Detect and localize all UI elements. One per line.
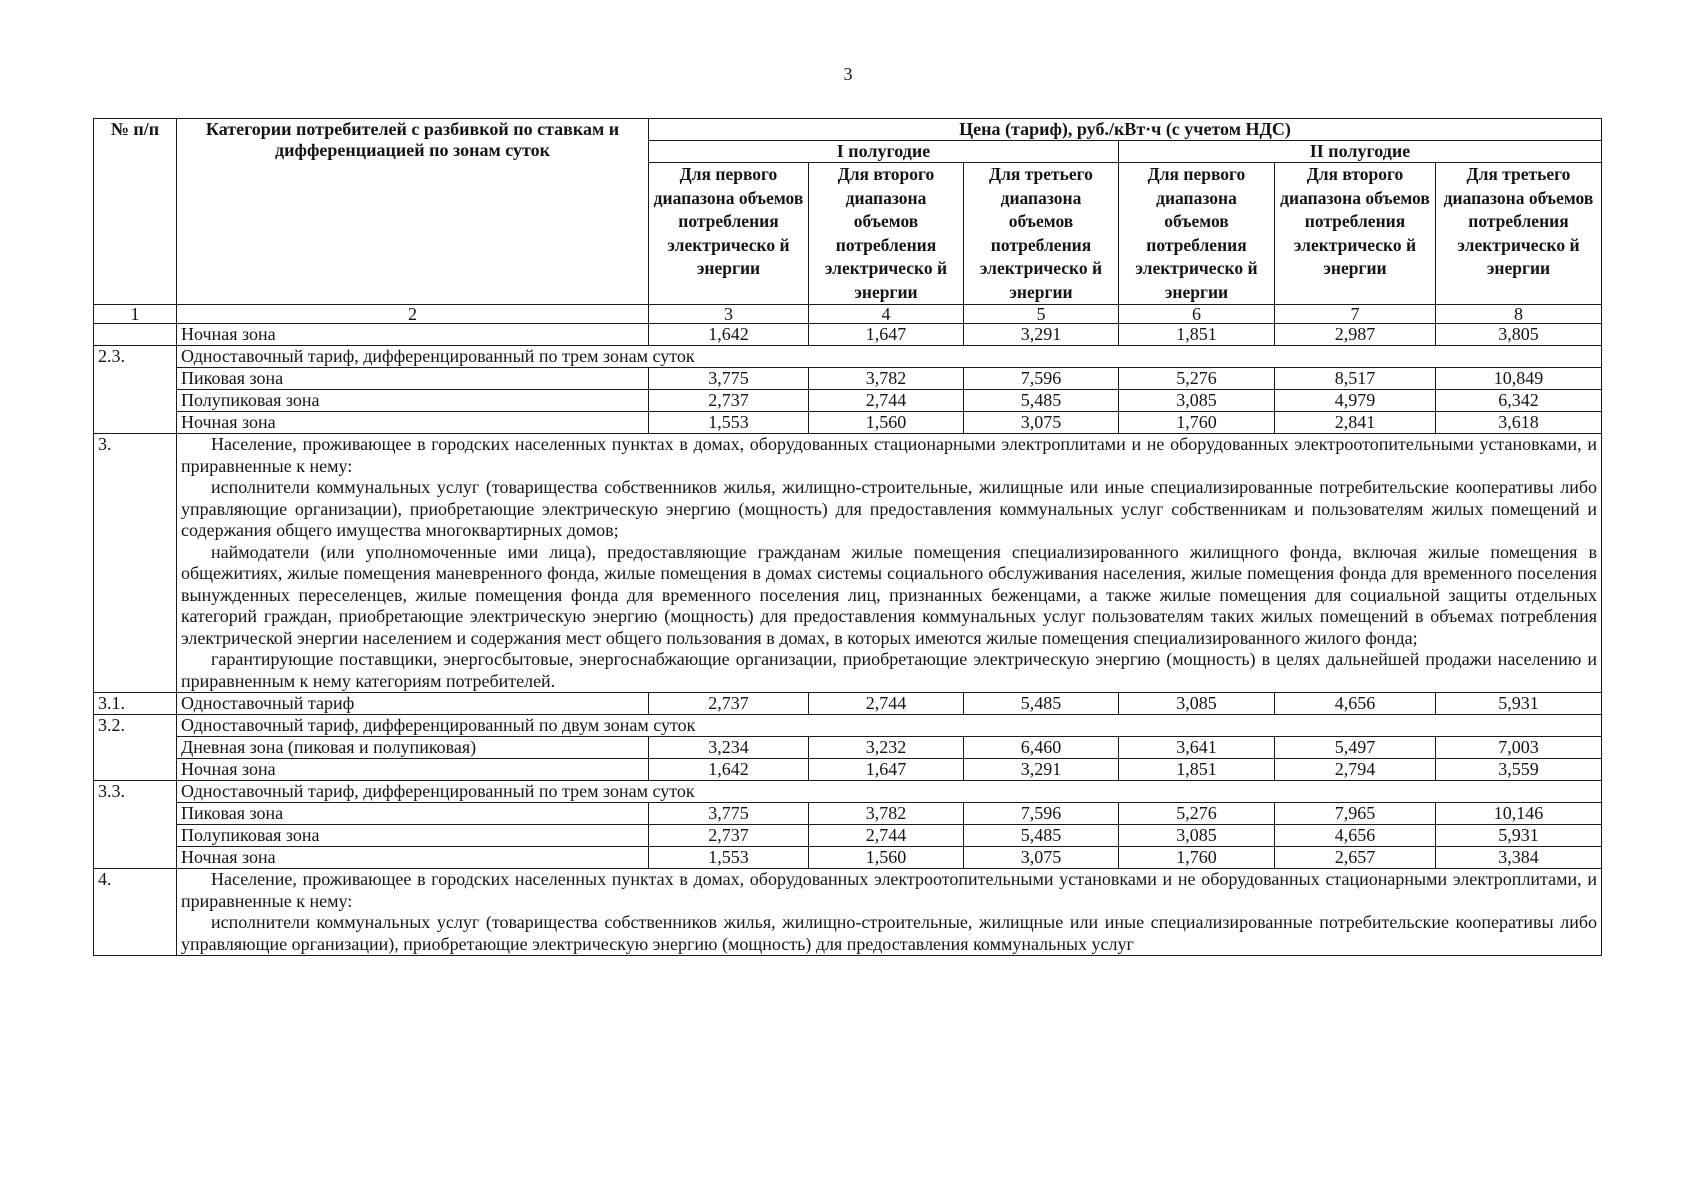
table-row (94, 715, 1602, 737)
row-number (94, 324, 177, 346)
value-cell: 10,849 (1436, 368, 1602, 390)
header-half-1: I полугодие (649, 141, 1119, 163)
row-category: Одноставочный тариф, дифференцированный по трем зонам суток (177, 346, 1602, 368)
value-cell: 1,553 (649, 412, 809, 434)
value-cell: 5,276 (1119, 368, 1275, 390)
description-paragraph: Население, проживающее в городских населенных пунктах в домах, оборудованных стационарными электроплитами и не оборудованных электроотопительными установками, и приравненные к нему: (181, 434, 1597, 476)
index-cell: 3 (649, 305, 809, 324)
table-row (94, 803, 1602, 825)
index-cell: 2 (177, 305, 649, 324)
header-range-2: Для второго диапазона объемов потребления электрическо й энергии (809, 163, 964, 305)
description-paragraph: исполнители коммунальных услуг (товарищества собственников жилья, жилищно-строительные, жилищные или иные специализированные потребительские кооперативы либо управляющие организации), приобретающие электрическую энергию (мощность) для предоставления коммунальных услуг собственникам и пользователям жилых помещений и содержания общего имущества многоквартирных домов; (181, 477, 1597, 540)
row-category: Ночная зона (177, 847, 649, 869)
table-row (94, 412, 1602, 434)
row-category: Ночная зона (177, 412, 649, 434)
table-row (94, 781, 1602, 803)
table-row (94, 324, 1602, 346)
row-category: Полупиковая зона (177, 390, 649, 412)
value-cell: 7,596 (964, 803, 1119, 825)
page-number: 3 (843, 64, 853, 84)
header-no: № п/п (94, 119, 177, 305)
value-cell: 1,647 (809, 324, 964, 346)
row-category: Одноставочный тариф, дифференцированный по двум зонам суток (177, 715, 1602, 737)
header-range-4: Для первого диапазона объемов потребления электрическо й энергии (1119, 163, 1275, 305)
header-price: Цена (тариф), руб./кВт·ч (с учетом НДС) (649, 119, 1602, 141)
value-cell: 5,485 (964, 390, 1119, 412)
value-cell: 3,075 (964, 412, 1119, 434)
index-cell: 4 (809, 305, 964, 324)
row-number: 4. (94, 869, 177, 956)
table-row (94, 346, 1602, 368)
value-cell: 3,782 (809, 368, 964, 390)
row-category: Ночная зона (177, 324, 649, 346)
value-cell: 1,851 (1119, 759, 1275, 781)
value-cell: 1,647 (809, 759, 964, 781)
category-description (177, 434, 1602, 693)
value-cell: 1,760 (1119, 412, 1275, 434)
value-cell: 3,085 (1119, 390, 1275, 412)
value-cell: 7,003 (1436, 737, 1602, 759)
value-cell: 3,641 (1119, 737, 1275, 759)
value-cell: 3,384 (1436, 847, 1602, 869)
value-cell: 5,931 (1436, 825, 1602, 847)
table-row (94, 737, 1602, 759)
row-category: Полупиковая зона (177, 825, 649, 847)
value-cell: 4,656 (1275, 825, 1436, 847)
value-cell: 4,979 (1275, 390, 1436, 412)
value-cell: 1,560 (809, 847, 964, 869)
index-cell: 8 (1436, 305, 1602, 324)
header-index-row (94, 305, 1602, 324)
value-cell: 3,775 (649, 368, 809, 390)
row-number: 2.3. (94, 346, 177, 434)
value-cell: 6,342 (1436, 390, 1602, 412)
value-cell: 7,965 (1275, 803, 1436, 825)
value-cell: 3,291 (964, 324, 1119, 346)
row-category: Одноставочный тариф (177, 693, 649, 715)
description-paragraph: наймодатели (или уполномоченные ими лица), предоставляющие гражданам жилые помещения специализированного жилищного фонда, включая жилые помещения в общежитиях, жилые помещения маневренного фонда, жилые помещения в домах системы социального обслуживания населения, жилые помещения фонда для временного поселения вынужденных переселенцев, жилые помещения фонда для временного поселения лиц, признанных беженцами, а также жилые помещения для социальной защиты отдельных категорий граждан, приобретающие электрическую энергию (мощность) для предоставления коммунальных услуг пользователям таких жилых помещений в объемах потребления электрической энергии населением и содержания мест общего пользования в домах, в которых имеются жилые помещения специализированного жилого фонда; (181, 541, 1597, 648)
row-number: 3. (94, 434, 177, 693)
tariff-table (93, 118, 1602, 956)
value-cell: 3,232 (809, 737, 964, 759)
header-range-1: Для первого диапазона объемов потребления электрическо й энергии (649, 163, 809, 305)
value-cell: 3,782 (809, 803, 964, 825)
header-range-6: Для третьего диапазона объемов потребления электрическо й энергии (1436, 163, 1602, 305)
value-cell: 5,276 (1119, 803, 1275, 825)
table-row (94, 869, 1602, 956)
value-cell: 3,075 (964, 847, 1119, 869)
value-cell: 1,642 (649, 324, 809, 346)
row-category: Одноставочный тариф, дифференцированный по трем зонам суток (177, 781, 1602, 803)
value-cell: 3,291 (964, 759, 1119, 781)
value-cell: 3,775 (649, 803, 809, 825)
row-number: 3.3. (94, 781, 177, 869)
value-cell: 6,460 (964, 737, 1119, 759)
table-row (94, 825, 1602, 847)
value-cell: 5,497 (1275, 737, 1436, 759)
row-category: Пиковая зона (177, 368, 649, 390)
row-number: 3.1. (94, 693, 177, 715)
header-range-5: Для второго диапазона объемов потребления электрическо й энергии (1275, 163, 1436, 305)
value-cell: 2,744 (809, 825, 964, 847)
value-cell: 5,485 (964, 825, 1119, 847)
value-cell: 1,642 (649, 759, 809, 781)
table-row (94, 390, 1602, 412)
index-cell: 6 (1119, 305, 1275, 324)
index-cell: 1 (94, 305, 177, 324)
value-cell: 3,805 (1436, 324, 1602, 346)
value-cell: 2,744 (809, 390, 964, 412)
value-cell: 1,560 (809, 412, 964, 434)
header-row-price (94, 119, 1602, 141)
value-cell: 3,618 (1436, 412, 1602, 434)
table-row (94, 368, 1602, 390)
index-cell: 7 (1275, 305, 1436, 324)
header-range-3: Для третьего диапазона объемов потребления электрическо й энергии (964, 163, 1119, 305)
value-cell: 2,841 (1275, 412, 1436, 434)
header-half-2: II полугодие (1119, 141, 1602, 163)
value-cell: 10,146 (1436, 803, 1602, 825)
row-category: Дневная зона (пиковая и полупиковая) (177, 737, 649, 759)
description-paragraph: гарантирующие поставщики, энергосбытовые, энергоснабжающие организации, приобретающие электрическую энергию (мощность) в целях дальнейшей продажи населению и приравненным к нему категориям потребителей. (181, 649, 1597, 691)
value-cell: 2,987 (1275, 324, 1436, 346)
value-cell: 5,485 (964, 693, 1119, 715)
table-row (94, 759, 1602, 781)
table-row (94, 847, 1602, 869)
value-cell: 3,085 (1119, 825, 1275, 847)
value-cell: 8,517 (1275, 368, 1436, 390)
table-row (94, 434, 1602, 693)
value-cell: 1,553 (649, 847, 809, 869)
value-cell: 2,737 (649, 390, 809, 412)
index-cell: 5 (964, 305, 1119, 324)
value-cell: 2,737 (649, 693, 809, 715)
value-cell: 4,656 (1275, 693, 1436, 715)
value-cell: 2,657 (1275, 847, 1436, 869)
value-cell: 5,931 (1436, 693, 1602, 715)
value-cell: 7,596 (964, 368, 1119, 390)
row-number: 3.2. (94, 715, 177, 781)
row-category: Ночная зона (177, 759, 649, 781)
row-category: Пиковая зона (177, 803, 649, 825)
description-paragraph: Население, проживающее в городских населенных пунктах в домах, оборудованных электроотопительными установками и не оборудованных стационарными электроплитами, и приравненные к нему: (181, 869, 1597, 911)
value-cell: 1,760 (1119, 847, 1275, 869)
header-category: Категории потребителей с разбивкой по ставкам и дифференциацией по зонам суток (177, 119, 649, 305)
table-row (94, 693, 1602, 715)
value-cell: 2,744 (809, 693, 964, 715)
value-cell: 3,559 (1436, 759, 1602, 781)
description-paragraph: исполнители коммунальных услуг (товарищества собственников жилья, жилищно-строительные, жилищные или иные специализированные потребительские кооперативы либо управляющие организации), приобретающие электрическую энергию (мощность) для предоставления коммунальных услуг (181, 912, 1597, 954)
value-cell: 1,851 (1119, 324, 1275, 346)
value-cell: 2,794 (1275, 759, 1436, 781)
value-cell: 2,737 (649, 825, 809, 847)
value-cell: 3,085 (1119, 693, 1275, 715)
category-description (177, 869, 1602, 956)
value-cell: 3,234 (649, 737, 809, 759)
